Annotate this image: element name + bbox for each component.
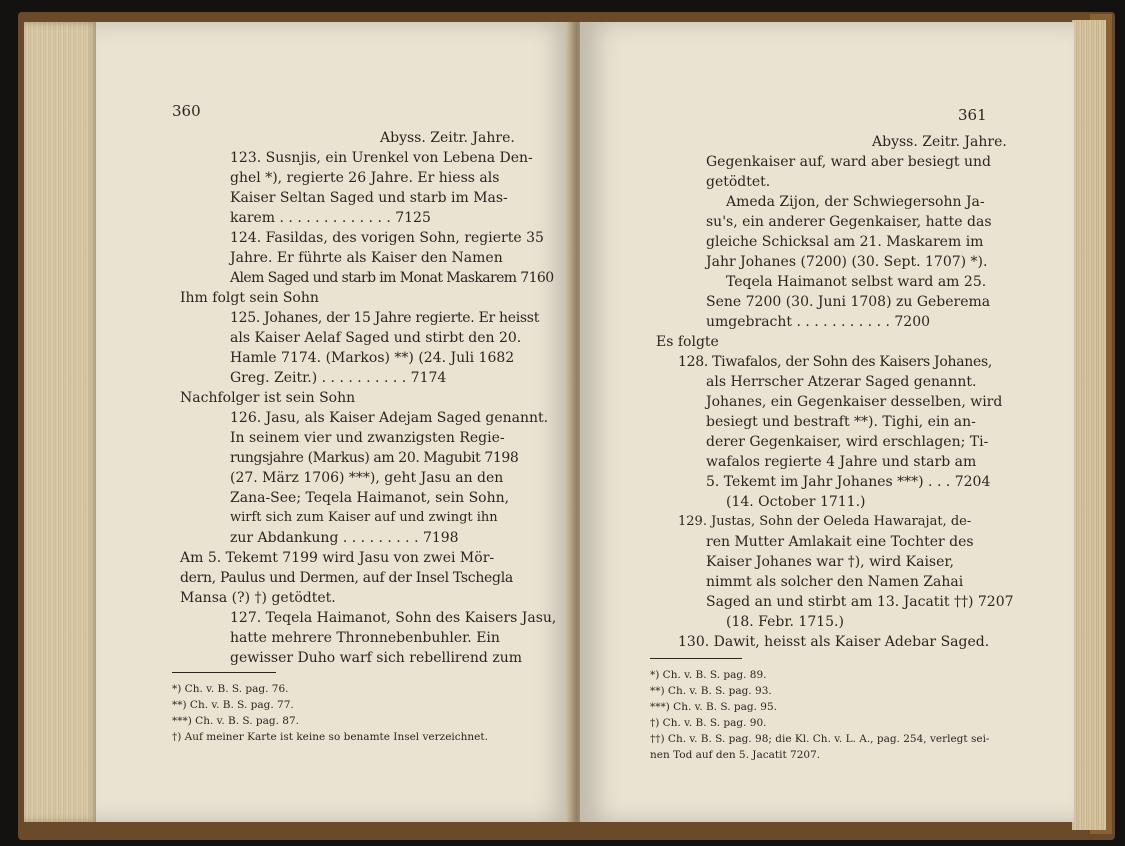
text-line: 126. Jasu, als Kaiser Adejam Saged genannt. xyxy=(230,410,549,426)
text-line: Ihm folgt sein Sohn xyxy=(180,290,319,306)
footnote: *) Ch. v. B. S. pag. 76. xyxy=(172,683,289,695)
text-line: Nachfolger ist sein Sohn xyxy=(180,390,356,406)
footnote: **) Ch. v. B. S. pag. 93. xyxy=(650,685,772,697)
text-line: Zana-See; Teqela Haimanot, sein Sohn, xyxy=(230,490,510,506)
footnote-rule xyxy=(650,658,742,659)
text-line: getödtet. xyxy=(706,174,771,190)
text-line: (18. Febr. 1715.) xyxy=(726,614,844,630)
text-line: Hamle 7174. (Markos) **) (24. Juli 1682 xyxy=(230,350,515,366)
text-line: karem . . . . . . . . . . . . . 7125 xyxy=(230,210,431,226)
text-line: dern, Paulus und Dermen, auf der Insel Tschegla xyxy=(180,570,513,586)
footnote: ††) Ch. v. B. S. pag. 98; die Kl. Ch. v. L. A., pag. 254, verlegt sei- xyxy=(650,733,990,745)
text-line: derer Gegenkaiser, wird erschlagen; Ti- xyxy=(706,434,989,450)
footnote: †) Ch. v. B. S. pag. 90. xyxy=(650,717,767,729)
footnote: *) Ch. v. B. S. pag. 89. xyxy=(650,669,767,681)
text-line: (14. October 1711.) xyxy=(726,494,866,510)
text-line: su's, ein anderer Gegenkaiser, hatte das xyxy=(706,214,992,230)
text-line: 124. Fasildas, des vorigen Sohn, regierte 35 xyxy=(230,230,544,246)
text-line: 125. Johanes, der 15 Jahre regierte. Er heisst xyxy=(230,310,540,326)
text-line: Johanes, ein Gegenkaiser desselben, wird xyxy=(706,394,1003,410)
text-line: Kaiser Johanes war †), wird Kaiser, xyxy=(706,554,954,570)
footnote: ***) Ch. v. B. S. pag. 87. xyxy=(172,715,299,727)
footnote: ***) Ch. v. B. S. pag. 95. xyxy=(650,701,777,713)
text-line: Mansa (?) †) getödtet. xyxy=(180,590,336,606)
text-line: hatte mehrere Thronnebenbuhler. Ein xyxy=(230,630,500,646)
left-page xyxy=(96,22,574,822)
text-line: 129. Justas, Sohn der Oeleda Hawarajat, de- xyxy=(678,514,972,529)
text-line: Kaiser Seltan Saged und starb im Mas- xyxy=(230,190,508,206)
text-line: als Herrscher Atzerar Saged genannt. xyxy=(706,374,977,390)
footnote-rule xyxy=(172,672,276,673)
text-line: besiegt und bestraft **). Tighi, ein an- xyxy=(706,414,976,430)
text-line: als Kaiser Aelaf Saged und stirbt den 20. xyxy=(230,330,522,346)
text-line: Ameda Zijon, der Schwiegersohn Ja- xyxy=(726,194,985,210)
column-header: Abyss. Zeitr. Jahre. xyxy=(872,134,1007,150)
text-line: 5. Tekemt im Jahr Johanes ***) . . . 7204 xyxy=(706,474,991,490)
text-line: Sene 7200 (30. Juni 1708) zu Geberema xyxy=(706,294,991,310)
text-line: nimmt als solcher den Namen Zahai xyxy=(706,574,964,590)
text-line: Es folgte xyxy=(656,334,719,350)
text-line: 130. Dawit, heisst als Kaiser Adebar Saged. xyxy=(678,634,990,650)
text-line: Alem Saged und starb im Monat Maskarem 7160 xyxy=(230,270,554,286)
text-line: In seinem vier und zwanzigsten Regie- xyxy=(230,430,505,446)
text-line: 127. Teqela Haimanot, Sohn des Kaisers Jasu, xyxy=(230,610,557,626)
text-line: Teqela Haimanot selbst ward am 25. xyxy=(726,274,987,290)
text-line: 128. Tiwafalos, der Sohn des Kaisers Johanes, xyxy=(678,354,992,370)
text-line: wirft sich zum Kaiser auf und zwingt ihn xyxy=(230,510,498,525)
text-line: (27. März 1706) ***), geht Jasu an den xyxy=(230,470,504,486)
text-line: Greg. Zeitr.) . . . . . . . . . . 7174 xyxy=(230,370,447,386)
text-line: Saged an und stirbt am 13. Jacatit ††) 7207 xyxy=(706,594,1014,610)
right-page xyxy=(580,22,1074,822)
text-line: ren Mutter Amlakait eine Tochter des xyxy=(706,534,974,550)
page-edges-left xyxy=(24,22,98,822)
page-number: 360 xyxy=(172,102,201,120)
page-number: 361 xyxy=(958,106,987,124)
text-line: rungsjahre (Markus) am 20. Magubit 7198 xyxy=(230,450,519,466)
text-line: gleiche Schicksal am 21. Maskarem im xyxy=(706,234,984,250)
text-line: wafalos regierte 4 Jahre und starb am xyxy=(706,454,977,470)
footnote: nen Tod auf den 5. Jacatit 7207. xyxy=(650,749,821,761)
text-line: ghel *), regierte 26 Jahre. Er hiess als xyxy=(230,170,500,186)
footnote: †) Auf meiner Karte ist keine so benamte Insel verzeichnet. xyxy=(172,731,488,743)
text-line: Gegenkaiser auf, ward aber besiegt und xyxy=(706,154,991,170)
text-line: Jahr Johanes (7200) (30. Sept. 1707) *). xyxy=(706,254,988,270)
text-line: zur Abdankung . . . . . . . . . 7198 xyxy=(230,530,459,546)
page-edges-right xyxy=(1072,20,1106,830)
text-line: Jahre. Er führte als Kaiser den Namen xyxy=(230,250,503,266)
column-header: Abyss. Zeitr. Jahre. xyxy=(380,130,515,146)
text-line: gewisser Duho warf sich rebellirend zum xyxy=(230,650,522,666)
text-line: 123. Susnjis, ein Urenkel von Lebena Den- xyxy=(230,150,533,166)
text-line: Am 5. Tekemt 7199 wird Jasu von zwei Mör- xyxy=(180,550,495,566)
footnote: **) Ch. v. B. S. pag. 77. xyxy=(172,699,294,711)
text-line: umgebracht . . . . . . . . . . . 7200 xyxy=(706,314,931,330)
